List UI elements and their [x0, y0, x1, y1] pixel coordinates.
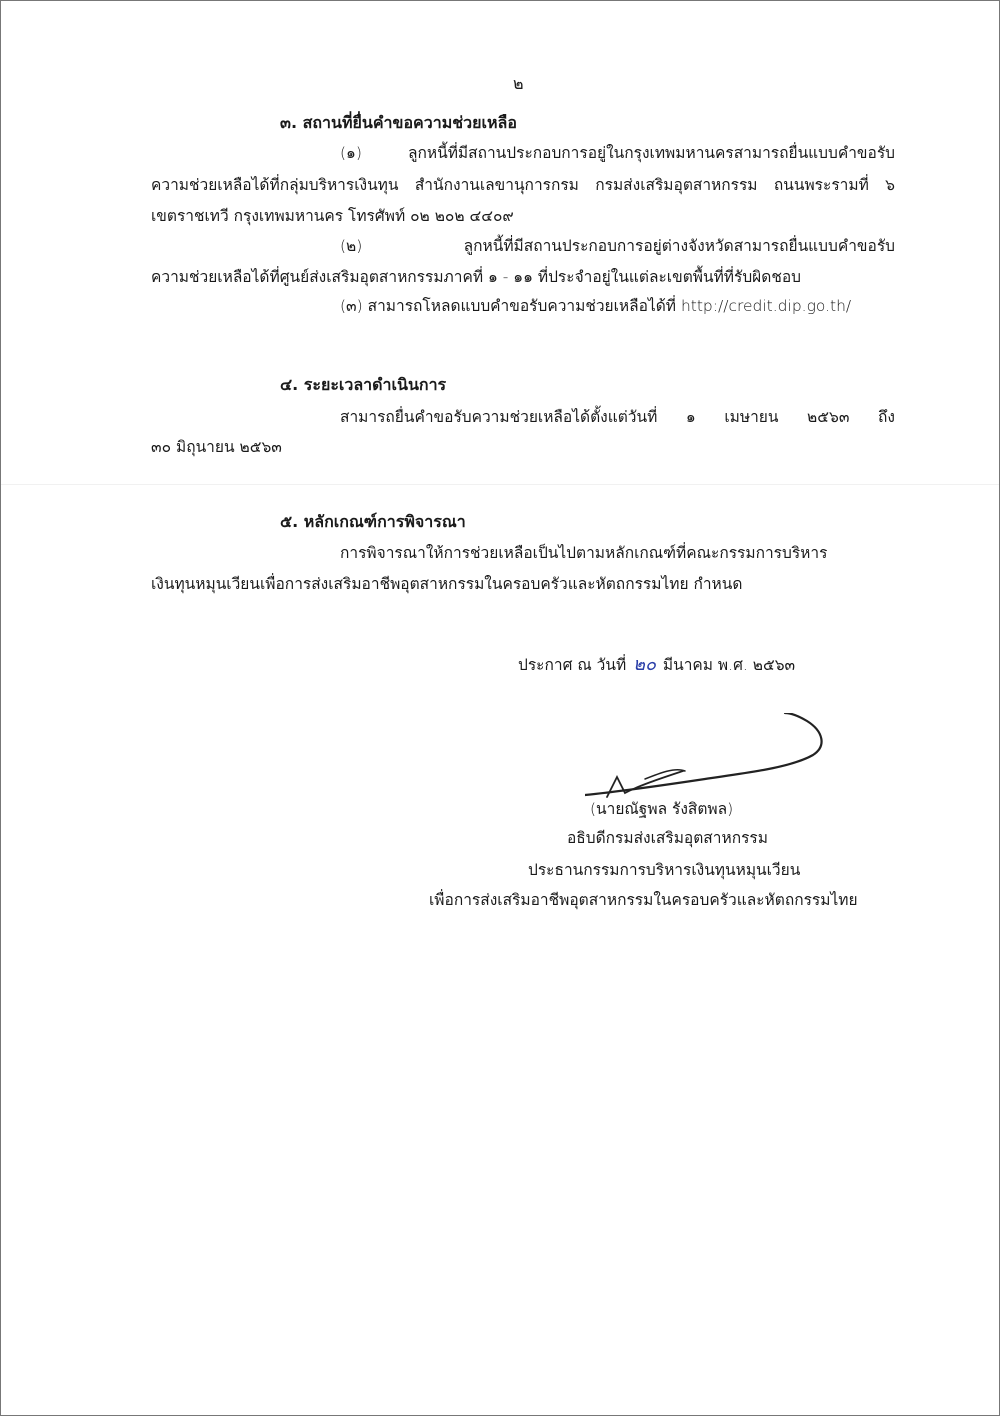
section3-item2-line2: ความช่วยเหลือได้ที่ศูนย์ส่งเสริมอุตสาหกรรมภาคที่ ๑ - ๑๑ ที่ประจำอยู่ในแต่ละเขตพื้นที่ที่รับผิดชอบ	[151, 268, 801, 286]
announcement-suffix: มีนาคม พ.ศ. ๒๕๖๓	[662, 656, 796, 674]
section3-item1-line2: ความช่วยเหลือได้ที่กลุ่มบริหารเงินทุน สำนักงานเลขานุการกรม กรมส่งเสริมอุตสาหกรรม ถนนพระรามที่ ๖	[151, 176, 895, 194]
section3-item1-line3: เขตราชเทวี กรุงเทพมหานคร โทรศัพท์ ๐๒ ๒๐๒ ๔๔๐๙	[151, 207, 514, 225]
page-number: ๒	[513, 74, 524, 93]
signatory-name: (นายณัฐพล รังสิตพล)	[590, 800, 734, 818]
signatory-position-2: ประธานกรรมการบริหารเงินทุนหมุนเวียน	[528, 861, 801, 879]
section3-heading: ๓. สถานที่ยื่นคำขอความช่วยเหลือ	[280, 113, 517, 132]
section4-line1: สามารถยื่นคำขอรับความช่วยเหลือได้ตั้งแต่วันที่ ๑ เมษายน ๒๕๖๓ ถึง	[340, 408, 895, 426]
signatory-position-3: เพื่อการส่งเสริมอาชีพอุตสาหกรรมในครอบครัวและหัตถกรรมไทย	[429, 891, 858, 909]
section5-line1: การพิจารณาให้การช่วยเหลือเป็นไปตามหลักเกณฑ์ที่คณะกรรมการบริหาร	[340, 544, 828, 562]
announcement-prefix: ประกาศ ณ วันที่	[518, 656, 627, 674]
signatory-position-1: อธิบดีกรมส่งเสริมอุตสาหกรรม	[567, 829, 768, 847]
section3-item3-line1: (๓) สามารถโหลดแบบคำขอรับความช่วยเหลือได้ที่ http://credit.dip.go.th/	[340, 297, 852, 315]
section4-line2: ๓๐ มิถุนายน ๒๕๖๓	[151, 438, 282, 456]
section3-item2-line1: (๒) ลูกหนี้ที่มีสถานประกอบการอยู่ต่างจังหวัดสามารถยื่นแบบคำขอรับ	[340, 237, 895, 255]
section5-line2: เงินทุนหมุนเวียนเพื่อการส่งเสริมอาชีพอุตสาหกรรมในครอบครัวและหัตถกรรมไทย กำหนด	[151, 575, 743, 593]
section3-item1-line1: (๑) ลูกหนี้ที่มีสถานประกอบการอยู่ในกรุงเทพมหานครสามารถยื่นแบบคำขอรับ	[340, 144, 895, 162]
section5-heading: ๕. หลักเกณฑ์การพิจารณา	[280, 512, 466, 531]
scan-fold-line	[1, 484, 999, 485]
announcement-date	[518, 654, 795, 676]
section4-heading: ๔. ระยะเวลาดำเนินการ	[280, 375, 447, 394]
announcement-day: ๒๐	[633, 654, 656, 675]
